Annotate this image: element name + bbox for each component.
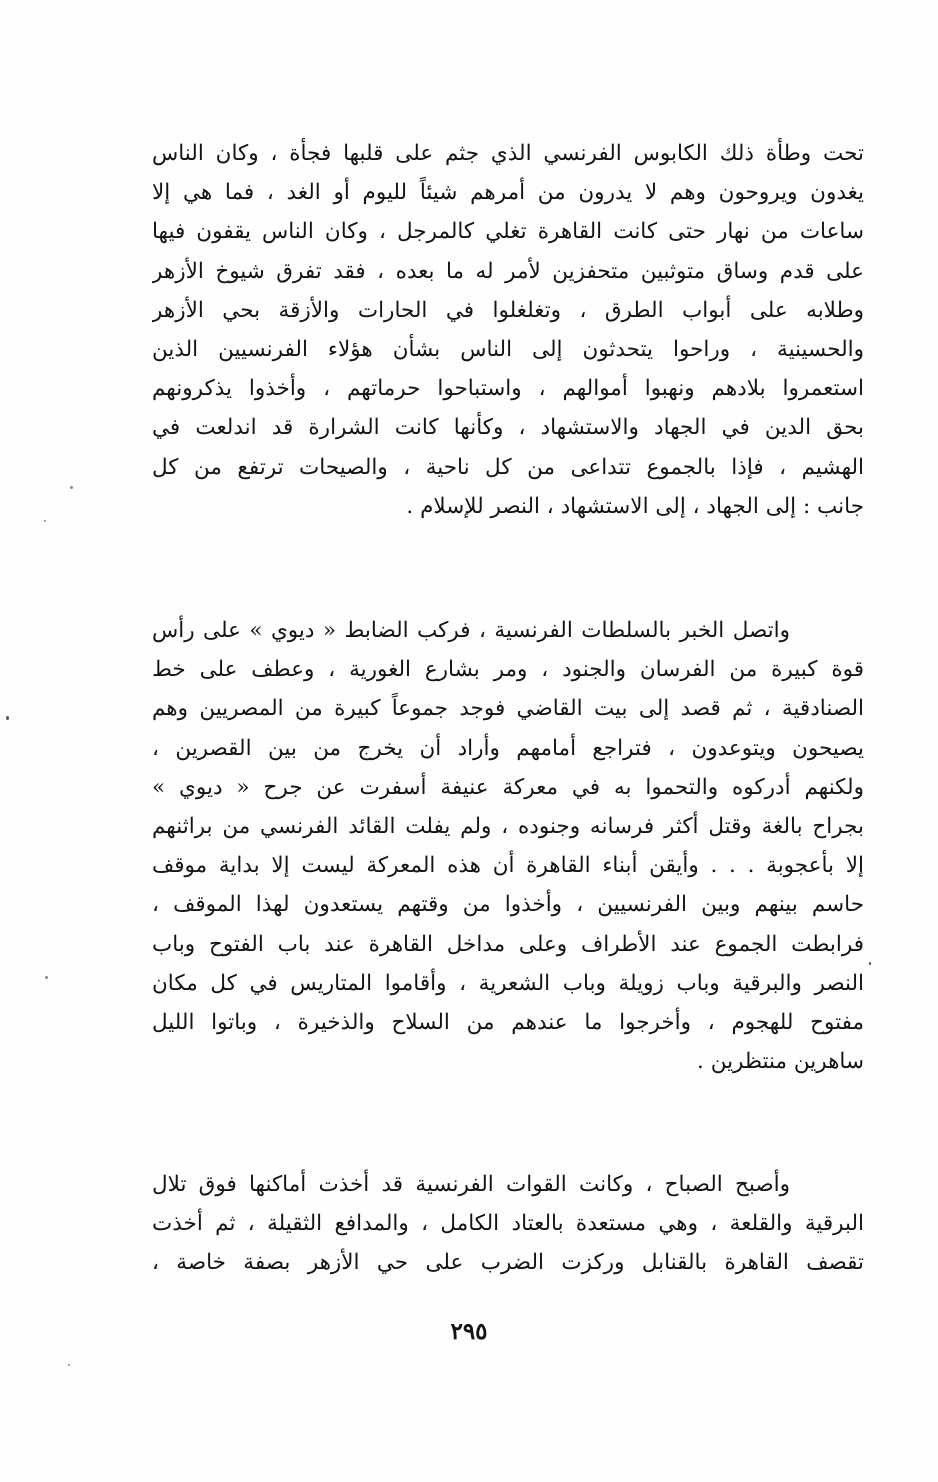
text-line: جانب : إلى الجهاد ، إلى الاستشهاد ، النصر للإسلام . (406, 493, 864, 519)
text-line: ساعات من نهار حتى كانت القاهرة تغلي كالمرجل ، وكان الناس يقفون فيها (152, 219, 864, 245)
text-line: البرقية والقلعة ، وهي مستعدة بالعتاد الكامل ، والمدافع الثقيلة ، ثم أخذت (152, 1211, 864, 1237)
text-line: ولكنهم أدركوه والتحموا به في معركة عنيفة أسفرت عن جرح « ديوي » (152, 774, 864, 800)
text-line: الهشيم ، فإذا بالجموع تتداعى من كل ناحية ، والصيحات ترتفع من كل (152, 454, 864, 480)
paragraph-3 (152, 1165, 864, 1283)
paragraph-1 (152, 134, 864, 526)
scan-speck (45, 976, 48, 979)
text-line: حاسم بينهم وبين الفرنسيين ، وأخذوا من وقتهم يستعدون لهذا الموقف ، (152, 892, 864, 918)
text-line: تقصف القاهرة بالقنابل وركزت الضرب على حي الأزهر بصفة خاصة ، (152, 1250, 864, 1276)
scan-speck (70, 486, 73, 489)
text-line: الصنادقية ، ثم قصد إلى بيت القاضي فوجد جموعاً كبيرة من المصريين وهم (152, 696, 864, 722)
text-line: مفتوح للهجوم ، وأخرجوا ما عندهم من السلاح والذخيرة ، وباتوا الليل (152, 1009, 864, 1035)
text-line: تحت وطأة ذلك الكابوس الفرنسي الذي جثم على قلبها فجأة ، وكان الناس (152, 141, 864, 166)
text-line: وأصبح الصباح ، وكانت القوات الفرنسية قد أخذت أماكنها فوق تلال (152, 1172, 790, 1197)
text-line: النصر والبرقية وباب زويلة وباب الشعرية ، وأقاموا المتاريس في كل مكان (152, 970, 864, 996)
text-line: بحق الدين في الجهاد والاستشهاد ، وكأنها كانت الشرارة قد اندلعت في (152, 415, 864, 441)
text-line: استعمروا بلادهم ونهبوا أموالهم ، واستباحوا حرماتهم ، وأخذوا يذكرونهم (152, 376, 864, 402)
text-line: إلا بأعجوبة . . . وأيقن أبناء القاهرة أن هذه المعركة ليست إلا بداية موقف (152, 853, 864, 879)
text-line: بجراح بالغة وقتل أكثر فرسانه وجنوده ، ولم يفلت القائد الفرنسي من براثنهم (152, 813, 864, 839)
scan-speck (869, 962, 871, 965)
text-line: يغدون ويروحون وهم لا يدرون من أمرهم شيئاً لليوم أو الغد ، فما هي إلا (152, 180, 864, 206)
text-line: وطلابه على أبواب الطرق ، وتغلغلوا في الحارات والأزقة بحي الأزهر (152, 297, 864, 323)
text-line: واتصل الخبر بالسلطات الفرنسية ، فركب الضابط « ديوي » على رأس (152, 618, 790, 643)
scan-speck (6, 716, 9, 720)
text-line: ساهرين منتظرين . (697, 1049, 864, 1075)
text-line: فرابطت الجموع عند الأطراف وعلى مداخل القاهرة عند باب الفتوح وباب (152, 931, 864, 957)
paragraph-2 (152, 611, 864, 1081)
scan-speck (44, 520, 46, 522)
text-line: يصيحون ويتوعدون ، فتراجع أمامهم وأراد أن يخرج من بين القصرين ، (152, 735, 864, 761)
text-line: على قدم وساق متوثبين متحفزين لأمر له ما بعده ، فقد تفرق شيوخ الأزهر (152, 258, 864, 284)
scan-speck (68, 1364, 70, 1366)
text-line: والحسينية ، وراحوا يتحدثون إلى الناس بشأن هؤلاء الفرنسيين الذين (152, 336, 864, 362)
page-number: ٢٩٥ (450, 1318, 488, 1345)
text-line: قوة كبيرة من الفرسان والجنود ، ومر بشارع الغورية ، وعطف على خط (152, 657, 864, 683)
